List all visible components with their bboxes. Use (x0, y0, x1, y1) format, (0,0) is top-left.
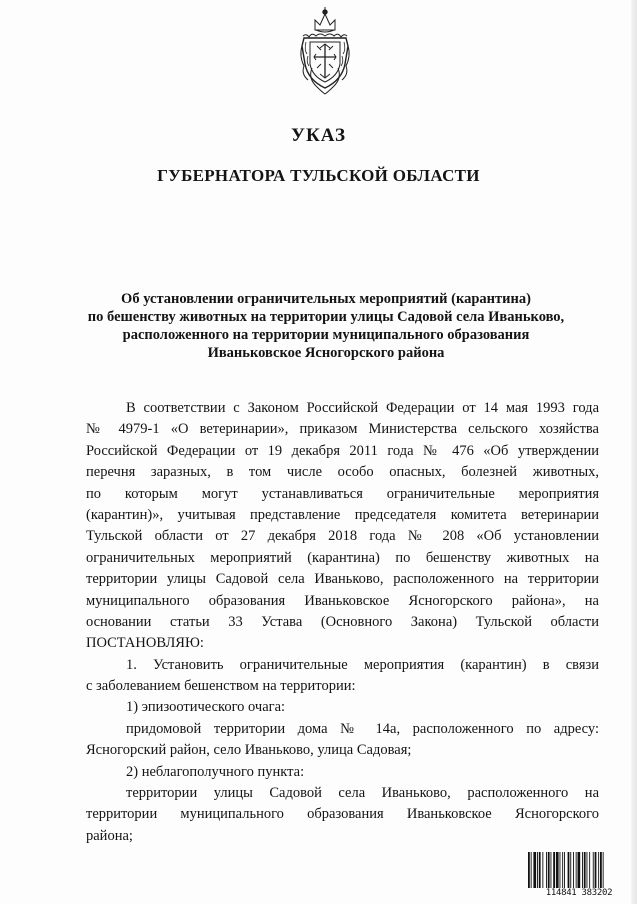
body-line: территории улицы Садовой села Иваньково, расположенного на (126, 785, 599, 802)
subject-line: по бешенству животных на территории улицы Садовой села Иваньково, (87, 309, 565, 325)
body-line: 1) эпизоотического очага: (126, 699, 286, 716)
body-line: района; (86, 827, 133, 844)
body-line: 2) неблагополучного пункта: (126, 763, 305, 780)
decree-body (86, 398, 599, 847)
body-line: по которым могут устанавливаться ограничительные мероприятия (86, 485, 599, 502)
decree-subject (76, 290, 576, 362)
barcode-icon (527, 852, 631, 888)
body-line: территории муниципального образования Иваньковское Ясногорского (86, 806, 599, 823)
barcode-number: 114841 383202 (545, 888, 613, 898)
body-line: ограничительных мероприятий (карантина) по бешенству животных на (86, 549, 599, 566)
body-line: (карантин)», учитывая представление председателя комитета ветеринарии (86, 506, 599, 523)
document-type-title: УКАЗ (291, 125, 346, 146)
subject-line: расположенного на территории муниципального образования (122, 327, 530, 343)
subject-line: Об установлении ограничительных мероприятий (карантина) (121, 291, 531, 307)
body-line: основании статьи 33 Устава (Основного Закона) Тульской области (86, 613, 599, 630)
body-line: перечня заразных, в том числе особо опасных, болезней животных, (86, 464, 599, 481)
body-line: В соответствии с Законом Российской Федерации от 14 мая 1993 года (126, 400, 599, 416)
subject-line: Иваньковское Ясногорского района (207, 345, 445, 361)
issuer-title: ГУБЕРНАТОРА ТУЛЬСКОЙ ОБЛАСТИ (157, 166, 480, 185)
body-line: муниципального образования Иваньковское Ясногорского района», на (86, 592, 599, 609)
body-line: 1. Установить ограничительные мероприятия (карантин) в связи (126, 656, 599, 673)
body-line: Ясногорский район, село Иваньково, улица Садовая; (86, 742, 412, 759)
body-line: территории улицы Садовой села Иваньково, расположенного на территории (86, 571, 599, 588)
document-barcode (527, 852, 631, 900)
body-line: Российской Федерации от 19 декабря 2011 года № 476 «Об утверждении (86, 442, 599, 459)
body-line: № 4979-1 «О ветеринарии», приказом Министерства сельского хозяйства (86, 421, 599, 438)
body-line: придомовой территории дома № 14а, расположенного по адресу: (126, 720, 599, 737)
body-line: Тульской области от 27 декабря 2018 года № 208 «Об установлении (86, 528, 599, 545)
body-line-decree-word: ПОСТАНОВЛЯЮ: (86, 635, 204, 652)
coat-of-arms-icon (298, 6, 352, 98)
body-line: с заболеванием бешенством на территории: (86, 678, 356, 695)
